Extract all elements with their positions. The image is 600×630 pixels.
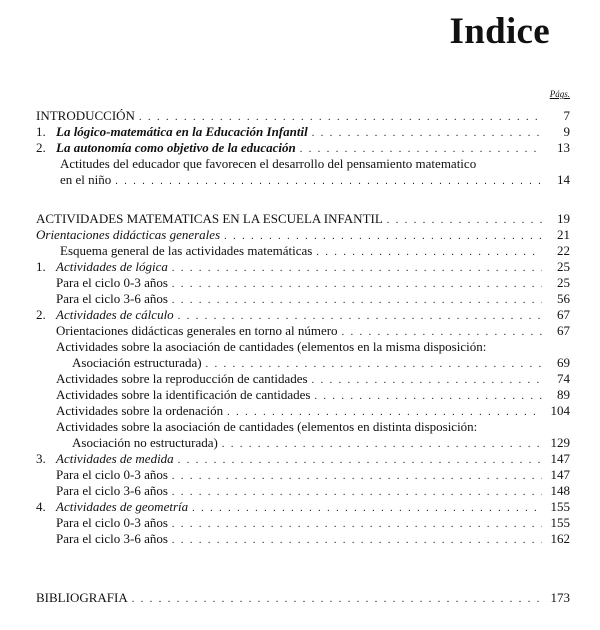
toc-entry[interactable] (36, 243, 570, 259)
toc-entry[interactable] (36, 499, 570, 515)
toc-entry[interactable] (36, 307, 570, 323)
toc-entry-label: Actividades de medida (56, 451, 174, 466)
toc-entry-label: Actividades sobre la reproducción de cantidades (56, 371, 308, 386)
toc-entry-label: Para el ciclo 3-6 años (56, 483, 168, 498)
toc-block-activities (36, 211, 570, 547)
toc-entry-label: Asociación estructurada) (72, 355, 202, 370)
toc-entry-label: en el niño (60, 172, 112, 187)
toc-page-number: 13 (557, 140, 570, 155)
toc-leader-dots (192, 503, 542, 515)
toc-page-number: 25 (557, 259, 570, 274)
toc-leader-dots (172, 471, 542, 483)
toc-leader-dots (222, 439, 542, 451)
toc-entry-label: Para el ciclo 3-6 años (56, 531, 168, 546)
toc-entry-label: Actividades sobre la asociación de cantidades (elementos en la misma disposición: (56, 339, 487, 354)
toc-entry[interactable] (36, 140, 570, 156)
toc-page-number: 21 (557, 227, 570, 242)
toc-block-bibliography (36, 590, 570, 606)
toc-entry-label: Para el ciclo 0-3 años (56, 515, 168, 530)
toc-leader-dots (342, 327, 542, 339)
toc-leader-dots (178, 455, 542, 467)
toc-entry-label: BIBLIOGRAFIA (36, 590, 128, 605)
toc-entry[interactable] (36, 124, 570, 140)
toc-entry[interactable] (36, 323, 570, 339)
toc-entry-label: Actividades sobre la asociación de cantidades (elementos en distinta disposición: (56, 419, 478, 434)
toc-page-number: 69 (557, 355, 570, 370)
toc-entry-number: 1. (36, 124, 46, 139)
toc-entry-label: Actividades sobre la identificación de cantidades (56, 387, 311, 402)
toc-leader-dots (224, 231, 542, 243)
toc-entry[interactable] (36, 387, 570, 403)
toc-entry-label: Asociación no estructurada) (72, 435, 218, 450)
toc-page-number: 148 (550, 483, 570, 498)
toc-entry[interactable] (36, 291, 570, 307)
toc-page-number: 155 (550, 499, 570, 514)
toc-page-number: 129 (550, 435, 570, 450)
toc-entry[interactable] (36, 483, 570, 499)
toc-page-number: 155 (550, 515, 570, 530)
toc-page-number: 74 (557, 371, 570, 386)
toc-entry[interactable] (36, 227, 570, 243)
toc-leader-dots (172, 487, 542, 499)
toc-leader-dots (115, 176, 542, 188)
toc-entry[interactable] (36, 419, 570, 435)
toc-entry-label: La autonomía como objetivo de la educación (56, 140, 296, 155)
toc-entry[interactable] (36, 259, 570, 275)
toc-entry-label: Actividades sobre la ordenación (56, 403, 224, 418)
toc-entry-label: Para el ciclo 3-6 años (56, 291, 168, 306)
toc-entry-number: 2. (36, 307, 46, 322)
toc-leader-dots (312, 128, 542, 140)
toc-leader-dots (314, 391, 542, 403)
toc-entry[interactable] (36, 467, 570, 483)
toc-entry-number: 4. (36, 499, 46, 514)
toc-leader-dots (300, 144, 542, 156)
toc-leader-dots (172, 279, 542, 291)
toc-entry[interactable] (36, 515, 570, 531)
toc-entry-label: Actitudes del educador que favorecen el desarrollo del pensamiento matematico (60, 156, 477, 171)
toc-entry-label: Orientaciones didácticas generales (36, 227, 221, 242)
toc-entry-label: Para el ciclo 0-3 años (56, 467, 168, 482)
toc-leader-dots (387, 215, 542, 227)
toc-page-number: 67 (557, 323, 570, 338)
toc-leader-dots (312, 375, 542, 387)
toc-block-intro (36, 108, 570, 188)
toc-leader-dots (132, 594, 542, 606)
toc-entry-label: Actividades de geometría (56, 499, 189, 514)
toc-entry[interactable] (36, 531, 570, 547)
toc-leader-dots (316, 247, 542, 259)
toc-entry-label: Actividades de lógica (56, 259, 168, 274)
toc-leader-dots (139, 112, 542, 124)
toc-entry[interactable] (36, 156, 570, 172)
toc-entry-label: INTRODUCCIÓN (36, 108, 135, 123)
toc-entry-number: 1. (36, 259, 46, 274)
toc-entry-label: La lógico-matemática en la Educación Infantil (56, 124, 308, 139)
toc-entry[interactable] (36, 172, 570, 188)
pages-column-label: Págs. (549, 89, 570, 99)
toc-leader-dots (172, 295, 542, 307)
toc-entry-label: ACTIVIDADES MATEMATICAS EN LA ESCUELA INFANTIL (36, 211, 383, 226)
toc-entry[interactable] (36, 371, 570, 387)
toc-entry-number: 2. (36, 140, 46, 155)
toc-page-number: 14 (557, 172, 570, 187)
toc-leader-dots (227, 407, 542, 419)
toc-page-number: 56 (557, 291, 570, 306)
toc-page-number: 89 (557, 387, 570, 402)
toc-page-number: 147 (550, 467, 570, 482)
toc-entry-label: Para el ciclo 0-3 años (56, 275, 168, 290)
toc-leader-dots (172, 263, 542, 275)
toc-entry[interactable] (36, 403, 570, 419)
toc-entry[interactable] (36, 339, 570, 355)
toc-leader-dots (172, 519, 542, 531)
toc-entry[interactable] (36, 211, 570, 227)
toc-entry[interactable] (36, 590, 570, 606)
page-title: Indice (449, 11, 550, 52)
toc-entry[interactable] (36, 355, 570, 371)
toc-entry[interactable] (36, 435, 570, 451)
toc-page-number: 104 (550, 403, 570, 418)
toc-page-number: 25 (557, 275, 570, 290)
toc-entry-label: Actividades de cálculo (56, 307, 174, 322)
toc-entry-label: Orientaciones didácticas generales en torno al número (56, 323, 338, 338)
toc-page-number: 67 (557, 307, 570, 322)
toc-page-number: 173 (550, 590, 570, 605)
toc-page-number: 162 (550, 531, 570, 546)
toc-leader-dots (178, 311, 542, 323)
toc-entry[interactable] (36, 108, 570, 124)
toc-entry[interactable] (36, 275, 570, 291)
toc-leader-dots (206, 359, 542, 371)
toc-leader-dots (172, 535, 542, 547)
toc-page-number: 147 (550, 451, 570, 466)
toc-page-number: 9 (563, 124, 570, 139)
toc-entry-number: 3. (36, 451, 46, 466)
toc-entry-label: Esquema general de las actividades matemáticas (60, 243, 313, 258)
toc-entry[interactable] (36, 451, 570, 467)
toc-page-number: 19 (557, 211, 570, 226)
toc-page-number: 7 (563, 108, 570, 123)
toc-page-number: 22 (557, 243, 570, 258)
